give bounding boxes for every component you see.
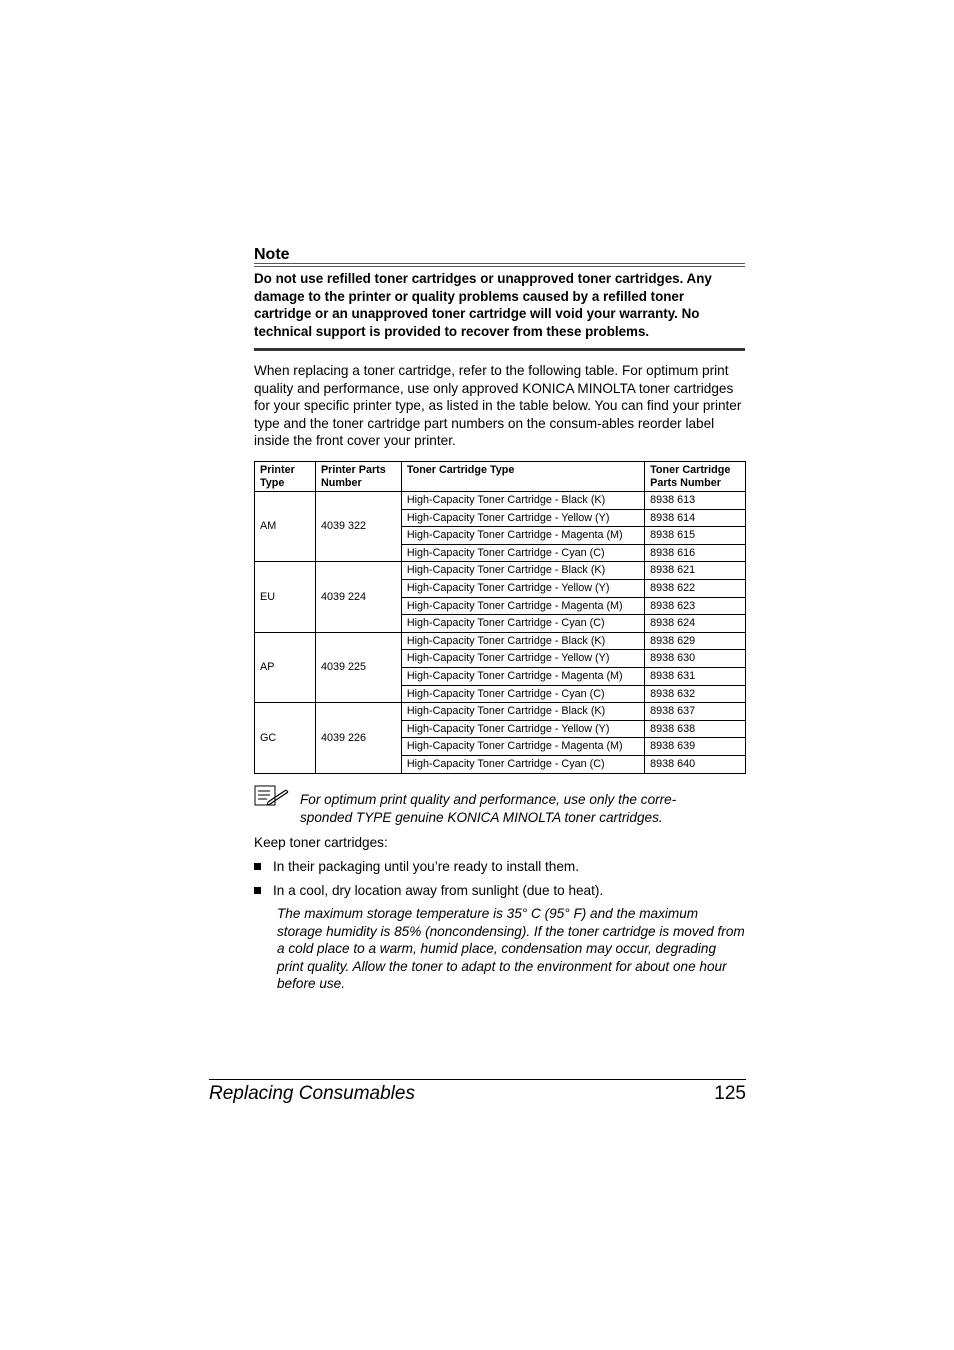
- toner-parts-number-cell: 8938 622: [645, 579, 746, 597]
- printer-parts-number-cell: 4039 225: [315, 632, 401, 702]
- printer-parts-number-cell: 4039 224: [315, 562, 401, 632]
- toner-parts-number-cell: 8938 615: [645, 527, 746, 545]
- table-row: [255, 632, 746, 650]
- table-row: [255, 703, 746, 721]
- toner-cartridge-table: [254, 461, 746, 774]
- toner-parts-number-cell: 8938 616: [645, 544, 746, 562]
- toner-cartridge-type-cell: High-Capacity Toner Cartridge - Yellow (Y): [401, 720, 644, 738]
- toner-parts-number-cell: 8938 637: [645, 703, 746, 721]
- toner-parts-number-cell: 8938 640: [645, 755, 746, 773]
- memo-pencil-icon: [254, 785, 290, 812]
- square-bullet-icon: [254, 863, 261, 870]
- toner-cartridge-type-cell: High-Capacity Toner Cartridge - Yellow (Y): [401, 509, 644, 527]
- toner-cartridge-type-cell: High-Capacity Toner Cartridge - Magenta (M): [401, 597, 644, 615]
- toner-cartridge-type-cell: High-Capacity Toner Cartridge - Magenta (M): [401, 667, 644, 685]
- printer-parts-number-cell: 4039 226: [315, 703, 401, 773]
- toner-parts-number-cell: 8938 614: [645, 509, 746, 527]
- intro-paragraph: When replacing a toner cartridge, refer to the following table. For optimum print quality and performance, use only approved KONICA MINOLTA toner cartridges for your specific printer type, as listed in the table below. You can find your printer type and the toner cartridge part numbers on the consum-ables reorder label inside the front cover your printer.: [254, 363, 742, 449]
- toner-parts-number-cell: 8938 639: [645, 738, 746, 756]
- table-header-row: [255, 462, 746, 492]
- storage-paragraph: The maximum storage temperature is 35° C (95° F) and the maximum storage humidity is 85% (noncondensing). If the toner cartridge is moved from a cold place to a warm, humid place, condensation may occur, degrading print quality. Allow the toner to adapt to the environment for about one hour before use.: [277, 906, 745, 992]
- printer-parts-number-cell: 4039 322: [315, 492, 401, 562]
- page-footer: [209, 1079, 746, 1106]
- memo-text: For optimum print quality and performance, use only the corre-sponded TYPE genuine KONICA MINOLTA toner cartridges.: [300, 792, 677, 825]
- toner-cartridge-type-cell: High-Capacity Toner Cartridge - Magenta (M): [401, 527, 644, 545]
- toner-cartridge-type-cell: High-Capacity Toner Cartridge - Cyan (C): [401, 755, 644, 773]
- note-body: Do not use refilled toner cartridges or unapproved toner cartridges. Any damage to the printer or quality problems caused by a refilled toner cartridge or an unapproved toner cartridge will void your warranty. No technical support is provided to recover from these problems.: [254, 270, 745, 351]
- toner-cartridge-type-cell: High-Capacity Toner Cartridge - Yellow (Y): [401, 650, 644, 668]
- page-number: 125: [714, 1083, 746, 1104]
- toner-parts-number-cell: 8938 621: [645, 562, 746, 580]
- bullet-text: In a cool, dry location away from sunlight (due to heat).: [273, 883, 604, 898]
- toner-cartridge-type-cell: High-Capacity Toner Cartridge - Cyan (C): [401, 685, 644, 703]
- table-body: [255, 492, 746, 774]
- table-row: [255, 492, 746, 510]
- printer-type-cell: GC: [255, 703, 316, 773]
- bullet-text: In their packaging until you’re ready to install them.: [273, 859, 580, 874]
- printer-type-cell: EU: [255, 562, 316, 632]
- toner-parts-number-cell: 8938 630: [645, 650, 746, 668]
- toner-cartridge-type-cell: High-Capacity Toner Cartridge - Black (K): [401, 703, 644, 721]
- note-heading: Note: [254, 245, 745, 267]
- col-header-printer-parts-number: Printer Parts Number: [315, 462, 401, 492]
- keep-intro: Keep toner cartridges:: [254, 835, 388, 850]
- printer-type-cell: AM: [255, 492, 316, 562]
- toner-cartridge-type-cell: High-Capacity Toner Cartridge - Cyan (C): [401, 615, 644, 633]
- toner-cartridge-type-cell: High-Capacity Toner Cartridge - Black (K): [401, 632, 644, 650]
- toner-cartridge-type-cell: High-Capacity Toner Cartridge - Yellow (Y): [401, 579, 644, 597]
- col-header-toner-parts-number: Toner Cartridge Parts Number: [645, 462, 746, 492]
- toner-cartridge-type-cell: High-Capacity Toner Cartridge - Cyan (C): [401, 544, 644, 562]
- toner-parts-number-cell: 8938 613: [645, 492, 746, 510]
- toner-parts-number-cell: 8938 638: [645, 720, 746, 738]
- bullet-item: [254, 858, 579, 876]
- toner-parts-number-cell: 8938 631: [645, 667, 746, 685]
- printer-type-cell: AP: [255, 632, 316, 702]
- table-row: [255, 562, 746, 580]
- toner-parts-number-cell: 8938 623: [645, 597, 746, 615]
- footer-section-title: Replacing Consumables: [209, 1083, 415, 1104]
- toner-parts-number-cell: 8938 624: [645, 615, 746, 633]
- col-header-printer-type: Printer Type: [255, 462, 316, 492]
- toner-parts-number-cell: 8938 629: [645, 632, 746, 650]
- col-header-toner-cartridge-type: Toner Cartridge Type: [401, 462, 644, 492]
- square-bullet-icon: [254, 887, 261, 894]
- toner-cartridge-type-cell: High-Capacity Toner Cartridge - Magenta (M): [401, 738, 644, 756]
- toner-parts-number-cell: 8938 632: [645, 685, 746, 703]
- toner-cartridge-type-cell: High-Capacity Toner Cartridge - Black (K): [401, 492, 644, 510]
- toner-cartridge-type-cell: High-Capacity Toner Cartridge - Black (K): [401, 562, 644, 580]
- bullet-item: [254, 882, 603, 900]
